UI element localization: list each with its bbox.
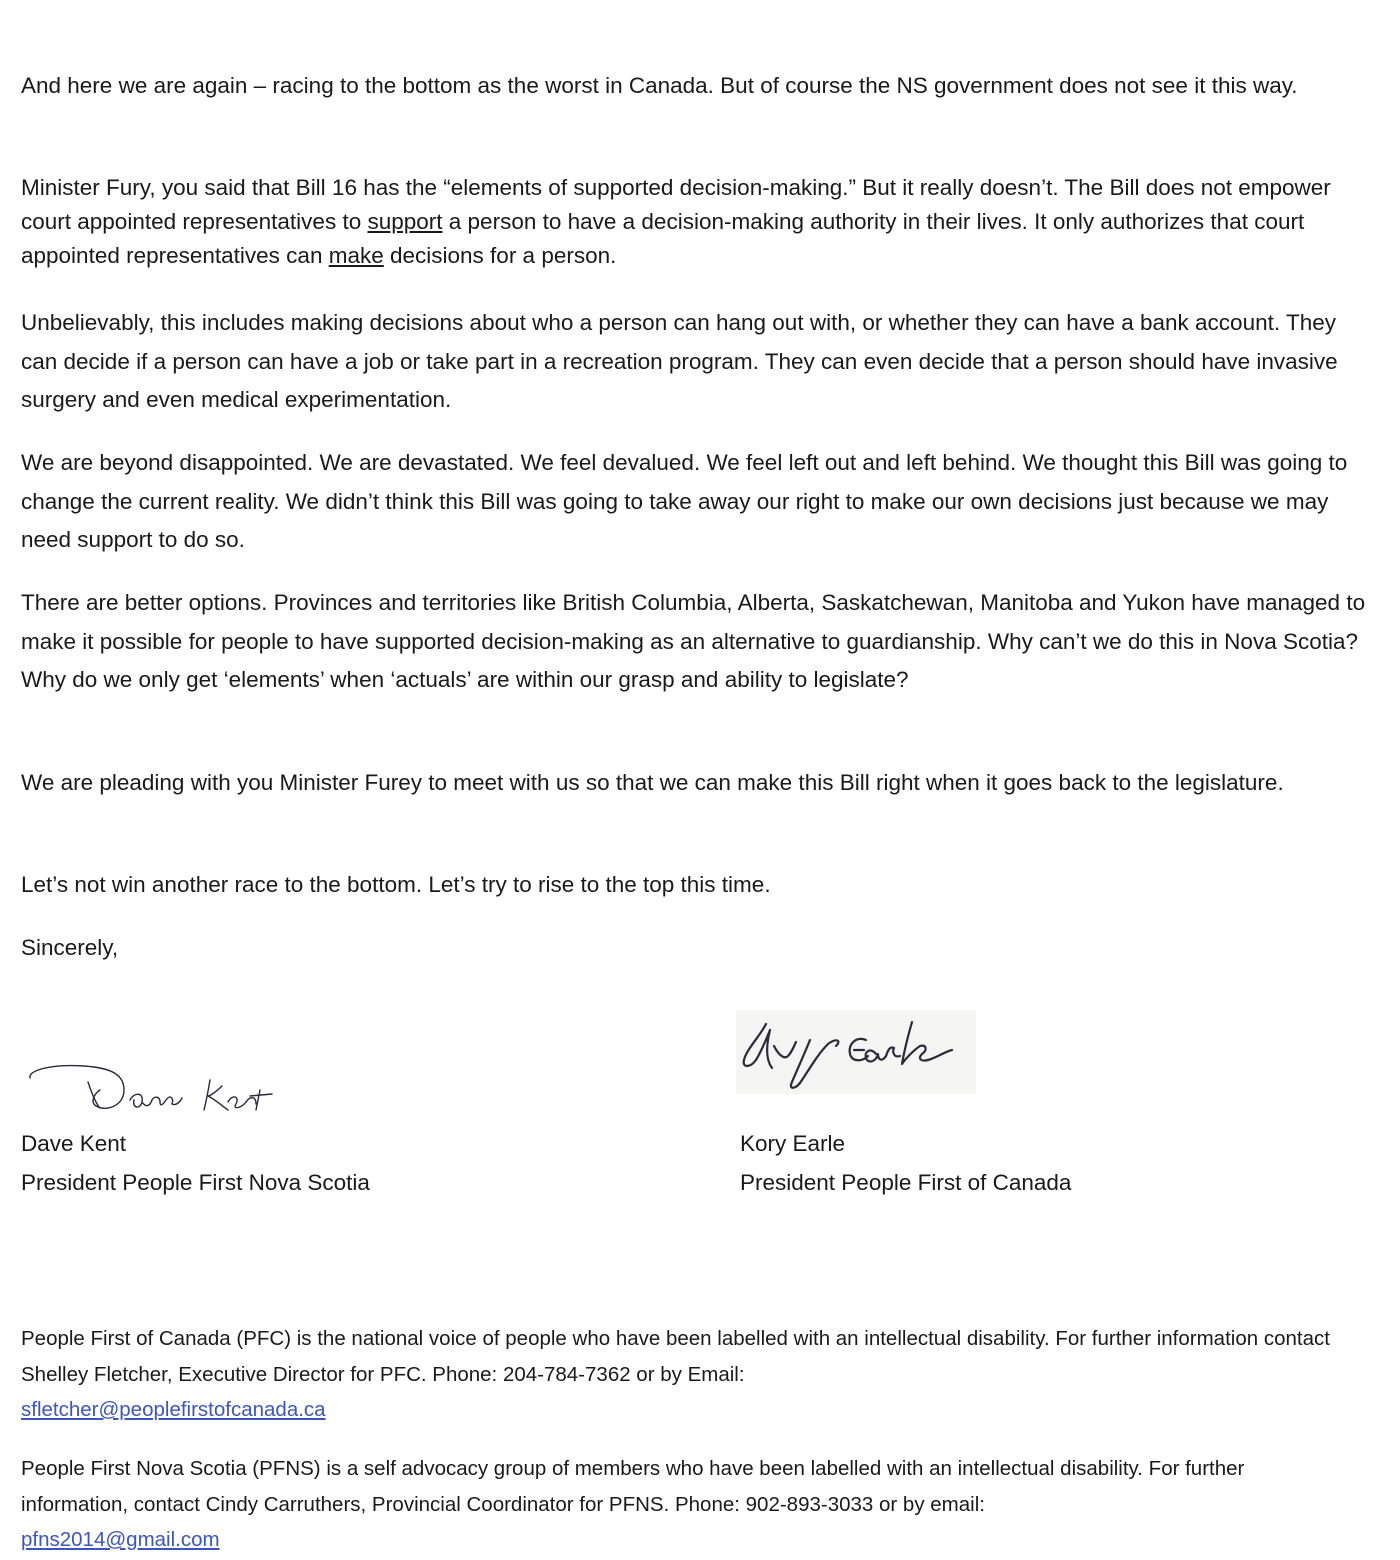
- paragraph-race-to-bottom: And here we are again – racing to the bottom as the worst in Canada. But of course the NS government does not see it this way.: [21, 73, 1298, 98]
- footer-pfns-info: [21, 1451, 1351, 1558]
- underlined-word-make: make: [328, 243, 384, 268]
- paragraph-rise-to-top: Let’s not win another race to the bottom. Let’s try to rise to the top this time.: [21, 872, 771, 897]
- paragraph-disappointed: We are beyond disappointed. We are devastated. We feel devalued. We feel left out and left behind. We thought this Bill was going to change the current reality. We didn’t think this Bill was going to take away our right to make our own decisions just because we may need support to do so.: [21, 450, 1348, 552]
- signature-block-kory-earle: [740, 1124, 1071, 1202]
- pfc-email-link[interactable]: sfletcher@peoplefirstofcanada.ca: [21, 1398, 326, 1421]
- closing-sincerely: Sincerely,: [21, 935, 119, 960]
- signatory-title: President People First Nova Scotia: [21, 1170, 370, 1195]
- paragraph-better-options: There are better options. Provinces and territories like British Columbia, Alberta, Saskatchewan, Manitoba and Yukon have managed to make it possible for people to have supported decision-making as an alternative to guardianship. Why can’t we do this in Nova Scotia? Why do we only get ‘elements’ when ‘actuals’ are within our grasp and ability to legislate?: [21, 590, 1366, 692]
- underlined-word-support: support: [367, 209, 443, 234]
- footer-pfc-text: People First of Canada (PFC) is the national voice of people who have been labelled with an intellectual disability. For further information contact Shelley Fletcher, Executive Director for PFC. Phone: 204-784-7362 or by Email:: [21, 1327, 1330, 1386]
- footer-pfns-text: People First Nova Scotia (PFNS) is a self advocacy group of members who have been labelled with an intellectual disability. For further information, contact Cindy Carruthers, Provincial Coordinator for PFNS. Phone: 902-893-3033 or by email:: [21, 1457, 1245, 1516]
- signatory-name: Kory Earle: [740, 1131, 846, 1156]
- paragraph-bill-16-part-a: Minister Fury, you said that Bill 16 has the “elements of supported decision-making.” But it really doesn’t. The Bill does not empower court appointed representatives to: [21, 175, 1331, 234]
- paragraph-bill-16: [21, 171, 1366, 273]
- paragraph-pleading: We are pleading with you Minister Furey to meet with us so that we can make this Bill right when it goes back to the legislature.: [21, 770, 1284, 795]
- signatory-title: President People First of Canada: [740, 1170, 1072, 1195]
- pfns-email-link[interactable]: pfns2014@gmail.com: [21, 1528, 220, 1551]
- paragraph-unbelievably: Unbelievably, this includes making decisions about who a person can hang out with, or whether they can have a bank account. They can decide if a person can have a job or take part in a recreation program. They can even decide that a person should have invasive surgery and even medical experimentation.: [21, 310, 1338, 412]
- footer-pfc-info: [21, 1321, 1351, 1428]
- dave-kent-signature-image: [24, 1052, 280, 1120]
- signatory-name: Dave Kent: [21, 1131, 127, 1156]
- signature-block-dave-kent: [21, 1124, 370, 1202]
- paragraph-bill-16-part-b: a person to have a decision-making authority in their lives. It only authorizes that court appointed representatives can: [21, 209, 1305, 268]
- paragraph-bill-16-part-c: decisions for a person.: [383, 243, 617, 268]
- kory-earle-signature-image: [736, 1010, 976, 1094]
